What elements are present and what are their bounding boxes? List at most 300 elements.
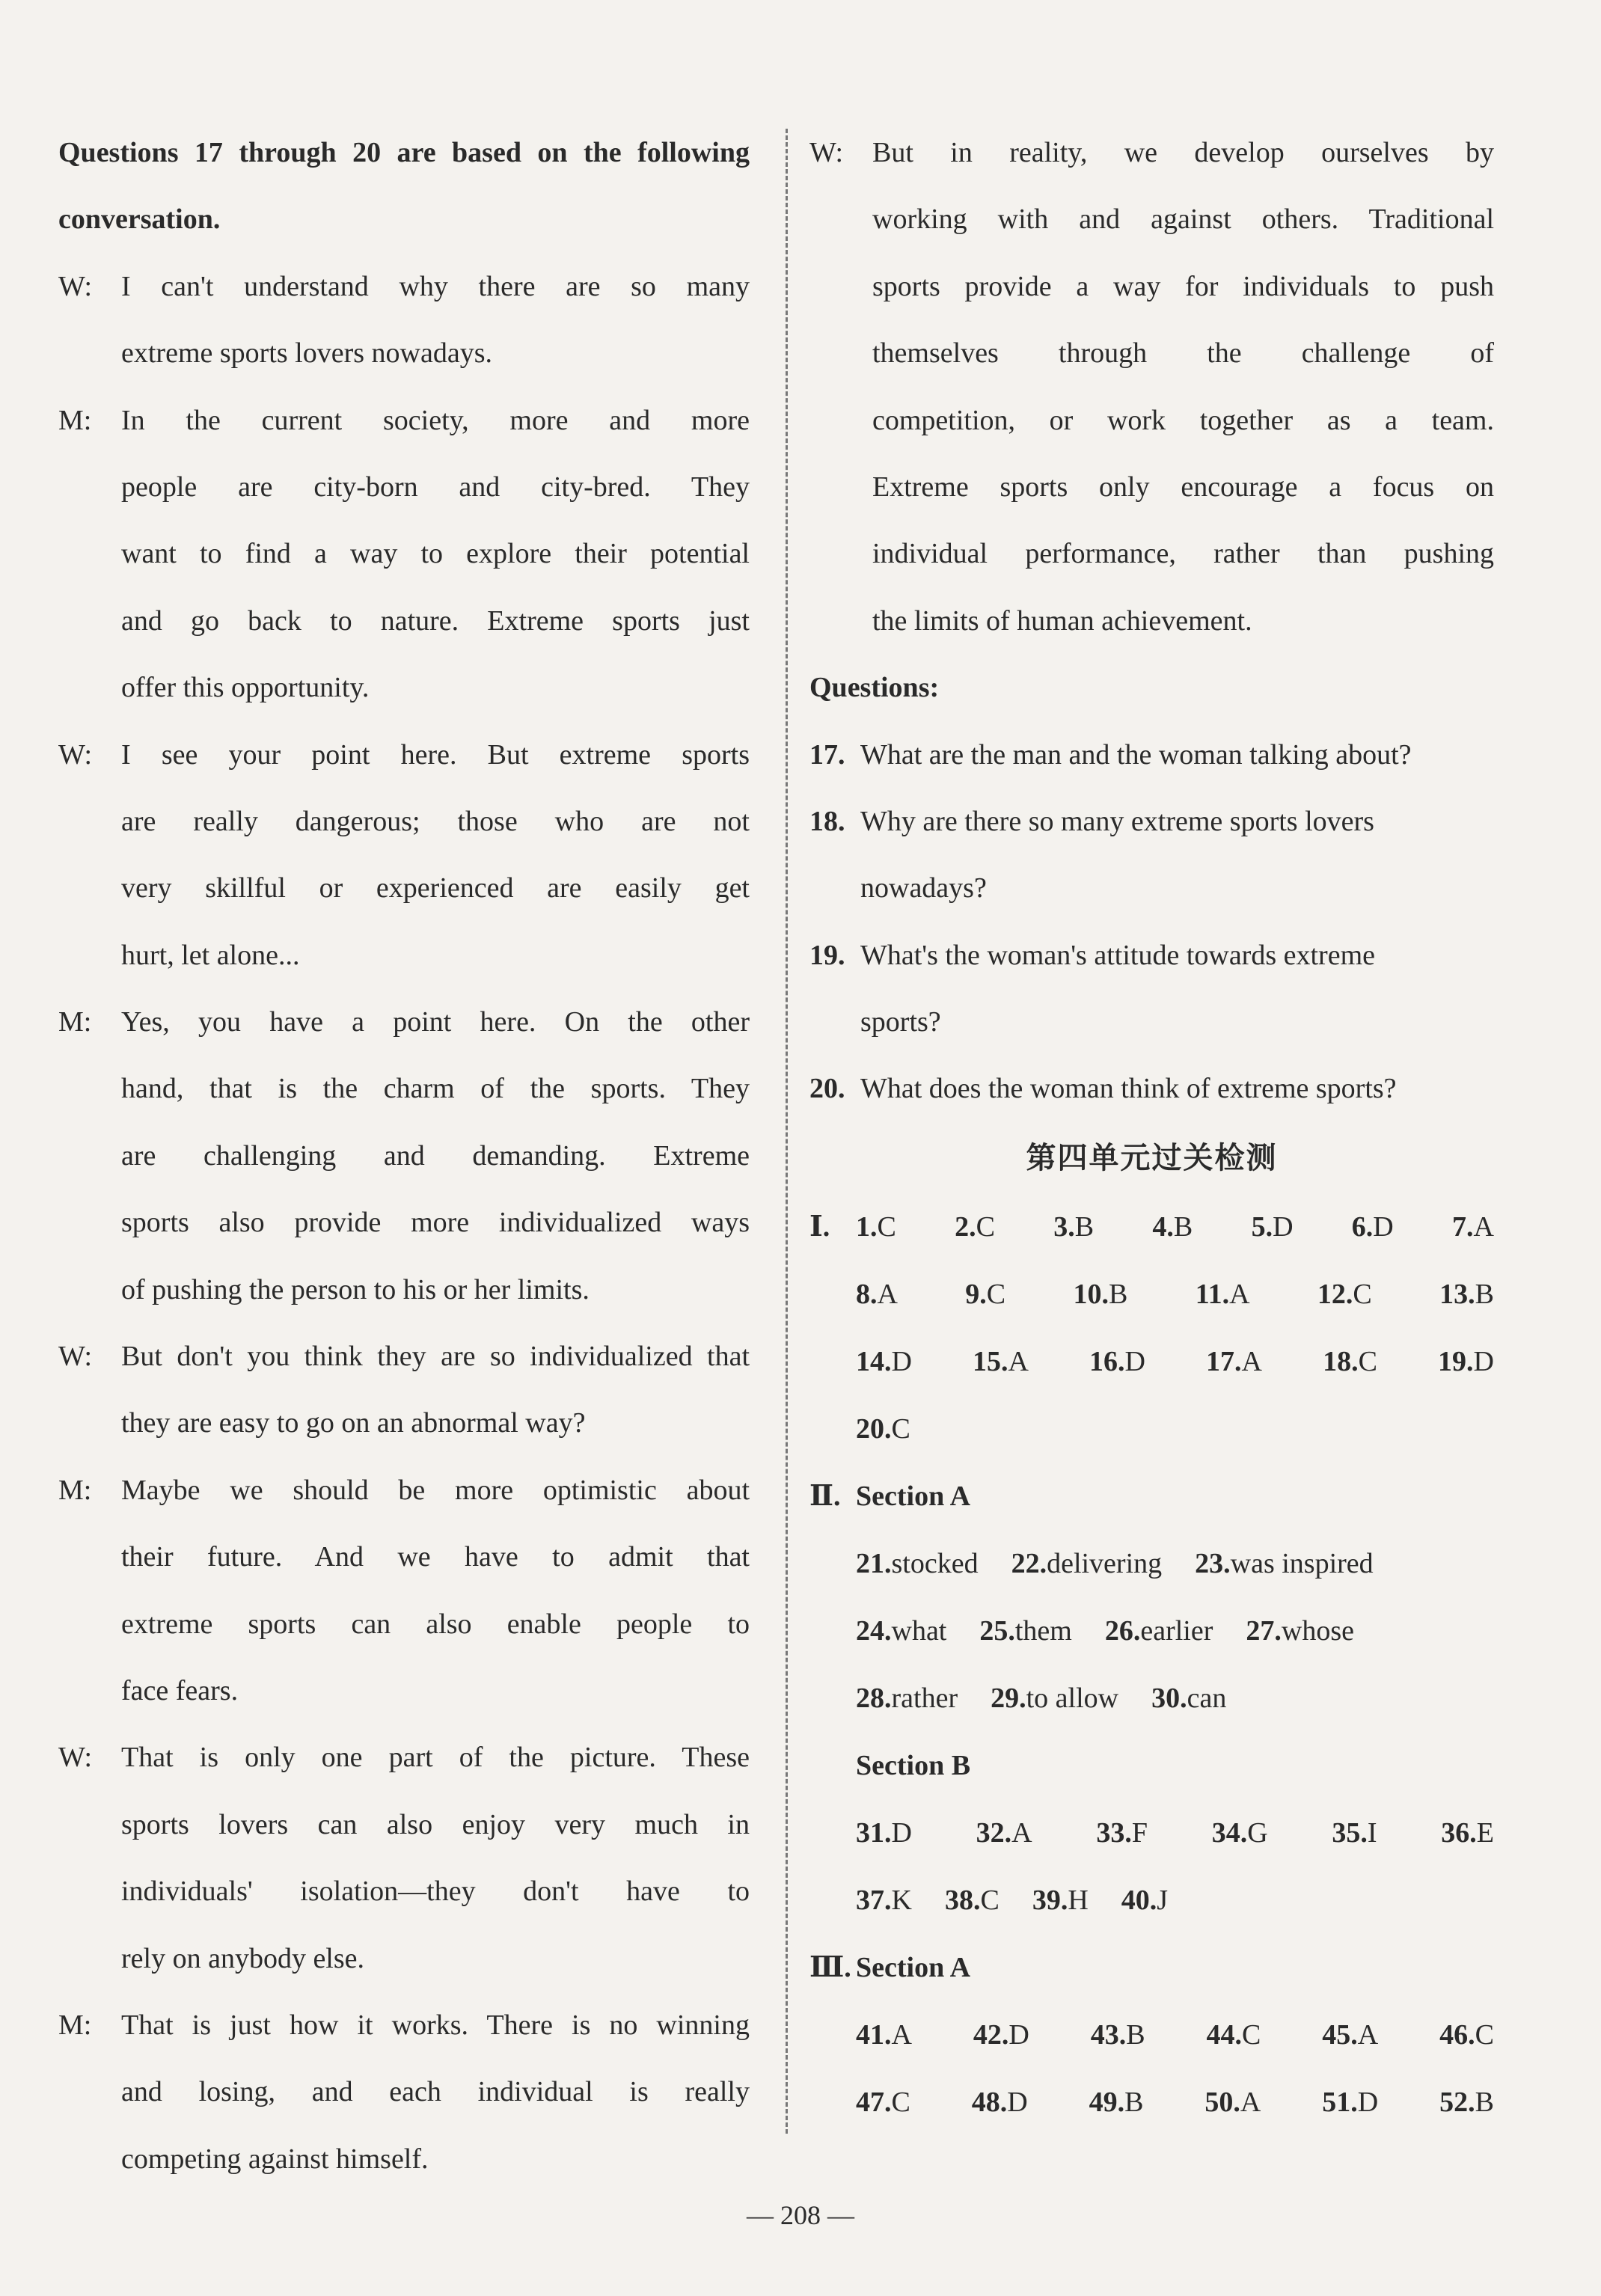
- answer-item: [1452, 1193, 1494, 1261]
- answer-number: 52.: [1439, 2086, 1475, 2118]
- indent-spacer: [58, 1658, 121, 1724]
- answer-number: 27.: [1246, 1614, 1282, 1647]
- answer-row: [809, 1328, 1494, 1395]
- answer-item: [1032, 1867, 1089, 1934]
- answer-value: whose: [1281, 1614, 1354, 1647]
- dialogue-text: Yes, you have a point here. On the other: [121, 1006, 750, 1038]
- right-column: [809, 120, 1494, 2136]
- answer-item: [1089, 2069, 1144, 2136]
- answer-number: 1.: [856, 1210, 878, 1243]
- speaker-label: M:: [58, 404, 92, 436]
- answer-items: [856, 1395, 1494, 1463]
- answer-number: 40.: [1121, 1884, 1157, 1916]
- indent-spacer: [58, 588, 121, 655]
- answer-number: 3.: [1053, 1210, 1075, 1243]
- answer-value: C: [877, 1210, 896, 1243]
- question-line: [809, 1056, 1494, 1122]
- answer-value: D: [1473, 1345, 1494, 1377]
- indent-spacer: [809, 320, 872, 387]
- answer-number: 47.: [856, 2086, 892, 2118]
- question-number: 18.: [809, 805, 845, 837]
- answer-value: C: [1358, 1345, 1377, 1377]
- dialogue-text: extreme sports lovers nowadays.: [121, 337, 492, 370]
- answer-number: 25.: [979, 1614, 1015, 1647]
- answer-item: [1089, 1328, 1145, 1395]
- answer-value: A: [1008, 1345, 1029, 1377]
- dialogue-text: their future. And we have to admit that: [121, 1541, 750, 1573]
- answer-item: [1074, 1261, 1128, 1328]
- dialogue-line: [58, 1926, 750, 1992]
- indent-spacer: [58, 2126, 121, 2193]
- indent-spacer: [58, 1257, 121, 1323]
- dialogue-line: [58, 1123, 750, 1190]
- answer-value: E: [1476, 1816, 1494, 1849]
- answer-value: D: [1007, 2086, 1028, 2118]
- dialogue-text: extreme sports can also enable people to: [121, 1608, 750, 1640]
- dialogue-text: competition, or work together as a team.: [872, 404, 1494, 436]
- indent-spacer: [809, 989, 860, 1056]
- dialogue-line: [58, 1257, 750, 1323]
- answer-row: [809, 1597, 1494, 1665]
- indent-spacer: [809, 1799, 856, 1867]
- dialogue-text: themselves through the challenge of: [872, 337, 1494, 370]
- answer-number: 26.: [1104, 1614, 1141, 1647]
- dialogue-line: [58, 1190, 750, 1256]
- dialogue-turn: [58, 1992, 750, 2193]
- answer-value: A: [1011, 1816, 1032, 1849]
- indent-spacer: [809, 1597, 856, 1665]
- section-heading: Questions 17 through 20 are based on the following: [58, 137, 750, 168]
- answer-item: [1091, 2001, 1145, 2069]
- answer-number: 12.: [1317, 1278, 1353, 1310]
- answer-number: 11.: [1195, 1278, 1230, 1310]
- answer-items: [856, 1867, 1494, 1934]
- answer-item: [856, 1193, 896, 1261]
- answer-number: 50.: [1204, 2086, 1240, 2118]
- answer-number: 34.: [1211, 1816, 1248, 1849]
- section-label-row: [809, 1934, 1494, 2001]
- answer-item: [1323, 1328, 1377, 1395]
- indent-spacer: [809, 186, 872, 253]
- answer-value: D: [1373, 1210, 1394, 1243]
- answer-number: 10.: [1073, 1278, 1109, 1310]
- dialogue-turn: [58, 989, 750, 1323]
- answer-row: [809, 1665, 1494, 1732]
- answer-item: [1105, 1597, 1213, 1665]
- indent-spacer: [809, 388, 872, 454]
- dialogue-text: rely on anybody else.: [121, 1942, 365, 1974]
- answer-item: [856, 1597, 946, 1665]
- dialogue-line: [58, 1724, 750, 1791]
- answer-value: B: [1126, 2018, 1145, 2051]
- answer-value: B: [1475, 2086, 1494, 2118]
- answer-item: [1332, 1799, 1377, 1867]
- indent-spacer: [809, 1530, 856, 1597]
- dialogue-line: [809, 388, 1494, 454]
- answer-value: what: [891, 1614, 947, 1647]
- answer-value: C: [1353, 1278, 1372, 1310]
- dialogue-line: [58, 1591, 750, 1658]
- question-line: [809, 989, 1494, 1056]
- answer-number: 14.: [856, 1345, 892, 1377]
- section-label-row: [809, 1732, 1494, 1799]
- dialogue-line: [58, 1658, 750, 1724]
- dialogue-line: [809, 186, 1494, 253]
- answer-value: J: [1157, 1884, 1169, 1916]
- left-column: [58, 120, 750, 2193]
- speaker-label: W:: [809, 137, 844, 168]
- dialogue-turn: [58, 1323, 750, 1457]
- dialogue-text: sports lovers can also enjoy very much in: [121, 1808, 750, 1840]
- answer-number: 30.: [1151, 1682, 1187, 1714]
- answer-item: [976, 1799, 1032, 1867]
- answer-number: 18.: [1323, 1345, 1359, 1377]
- answer-number: 35.: [1332, 1816, 1368, 1849]
- answer-item: [856, 1530, 979, 1597]
- answer-value: I: [1367, 1816, 1377, 1849]
- speaker-label: W:: [58, 738, 93, 771]
- dialogue-line: [58, 1457, 750, 1524]
- answer-value: H: [1068, 1884, 1089, 1916]
- speaker-label: W:: [58, 1742, 93, 1774]
- answer-item: [856, 2001, 912, 2069]
- indent-spacer: [809, 855, 860, 922]
- answer-value: C: [891, 1412, 910, 1445]
- dialogue-text: individuals' isolation—they don't have to: [121, 1876, 750, 1908]
- indent-spacer: [809, 521, 872, 587]
- indent-spacer: [809, 2069, 856, 2136]
- answer-value: was inspired: [1230, 1547, 1374, 1579]
- answer-item: [856, 2069, 910, 2136]
- dialogue-text: hurt, let alone...: [121, 939, 300, 971]
- answer-value: D: [1008, 2018, 1029, 2051]
- answer-value: A: [1241, 1345, 1262, 1377]
- question-number: 20.: [809, 1073, 845, 1105]
- indent-spacer: [58, 454, 121, 521]
- answer-item: [991, 1665, 1118, 1732]
- dialogue-text: very skillful or experienced are easily get: [121, 872, 750, 904]
- section-numeral: Ⅱ.: [809, 1480, 841, 1512]
- answer-item: [856, 1261, 898, 1328]
- dialogue-line: [58, 855, 750, 922]
- answer-item: [1204, 2069, 1261, 2136]
- answer-value: to allow: [1026, 1682, 1119, 1714]
- answer-row: [809, 2001, 1494, 2069]
- dialogue-line: [809, 454, 1494, 521]
- answer-item: [856, 1799, 912, 1867]
- dialogue-turn: [58, 1724, 750, 1992]
- answer-item: [972, 2069, 1028, 2136]
- answer-number: 31.: [856, 1816, 892, 1849]
- answer-number: 33.: [1096, 1816, 1132, 1849]
- dialogue-text: sports also provide more individualized ways: [121, 1207, 750, 1239]
- dialogue-line: [58, 254, 750, 320]
- indent-spacer: [809, 1395, 856, 1463]
- answer-value: B: [1173, 1210, 1193, 1243]
- answer-number: 17.: [1206, 1345, 1242, 1377]
- question-text: What does the woman think of extreme sports?: [860, 1073, 1397, 1105]
- answer-item: [1206, 1328, 1262, 1395]
- dialogue-line: [58, 1390, 750, 1457]
- answer-item: [1096, 1799, 1148, 1867]
- answer-value: can: [1187, 1682, 1227, 1714]
- answer-value: A: [891, 2018, 912, 2051]
- section-label: Section A: [856, 1951, 971, 1983]
- dialogue-line: [58, 454, 750, 521]
- answer-value: D: [1357, 2086, 1379, 2118]
- answer-items: [856, 1597, 1494, 1665]
- question-text: What's the woman's attitude towards extreme: [860, 939, 1375, 971]
- dialogue-line: [809, 120, 1494, 186]
- answer-item: [973, 2001, 1029, 2069]
- dialogue-text: face fears.: [121, 1674, 239, 1706]
- dialogue-text: individual performance, rather than pushing: [872, 538, 1494, 570]
- questions-label: Questions:: [809, 672, 940, 704]
- dialogue-turn: [58, 722, 750, 990]
- dialogue-line: [58, 1992, 750, 2059]
- dialogue-text: sports provide a way for individuals to push: [872, 270, 1494, 302]
- indent-spacer: [58, 1390, 121, 1457]
- dialogue-line: [58, 2059, 750, 2125]
- dialogue-line: [58, 989, 750, 1056]
- indent-spacer: [58, 922, 121, 989]
- answer-value: stocked: [891, 1547, 979, 1579]
- answer-number: 45.: [1322, 2018, 1358, 2051]
- indent-spacer: [809, 454, 872, 521]
- answer-value: A: [1240, 2086, 1261, 2118]
- answer-value: rather: [891, 1682, 958, 1714]
- dialogue-text: offer this opportunity.: [121, 672, 370, 704]
- answer-value: D: [1124, 1345, 1145, 1377]
- dialogue-line: [809, 320, 1494, 387]
- answer-value: D: [891, 1816, 912, 1849]
- answer-item: [1151, 1665, 1226, 1732]
- answer-item: [1246, 1597, 1354, 1665]
- answer-value: A: [1357, 2018, 1379, 2051]
- answer-row: [809, 1799, 1494, 1867]
- answer-number: 9.: [965, 1278, 987, 1310]
- indent-spacer: [809, 254, 872, 320]
- section-label: Section B: [856, 1749, 971, 1781]
- speaker-label: W:: [58, 270, 93, 302]
- dialogue-text: the limits of human achievement.: [872, 604, 1252, 637]
- dialogue-line: [58, 1056, 750, 1122]
- dialogue-text: and go back to nature. Extreme sports just: [121, 604, 750, 637]
- answer-value: C: [1475, 2018, 1494, 2051]
- indent-spacer: [809, 1732, 856, 1799]
- answer-number: 48.: [971, 2086, 1008, 2118]
- indent-spacer: [58, 2059, 121, 2125]
- question-text: sports?: [860, 1006, 941, 1038]
- answer-value: A: [1473, 1210, 1494, 1243]
- answer-number: 43.: [1090, 2018, 1127, 2051]
- answer-number: 2.: [955, 1210, 976, 1243]
- indent-spacer: [58, 1858, 121, 1925]
- answer-value: B: [1124, 2086, 1144, 2118]
- answer-number: 6.: [1351, 1210, 1374, 1243]
- column-divider: [786, 129, 788, 2134]
- answer-number: 23.: [1195, 1547, 1231, 1579]
- section-numeral: Ⅰ.: [809, 1210, 830, 1243]
- dialogue-line: [58, 521, 750, 587]
- answer-value: D: [1273, 1210, 1294, 1243]
- answer-items: [856, 1530, 1494, 1597]
- answer-number: 19.: [1437, 1345, 1474, 1377]
- answer-item: [1322, 2001, 1378, 2069]
- dialogue-text: But don't you think they are so individualized that: [121, 1341, 750, 1373]
- answer-value: G: [1247, 1816, 1268, 1849]
- answer-value: C: [1241, 2018, 1261, 2051]
- answer-value: C: [980, 1884, 1000, 1916]
- answer-item: [1053, 1193, 1094, 1261]
- answer-items: [856, 1328, 1494, 1395]
- dialogue-line: [58, 388, 750, 454]
- dialogue-turn: [58, 1457, 750, 1725]
- dialogue-text: want to find a way to explore their potential: [121, 538, 750, 570]
- indent-spacer: [58, 1190, 121, 1256]
- section-heading: conversation.: [58, 203, 221, 236]
- answer-item: [1212, 1799, 1268, 1867]
- answer-number: 32.: [976, 1816, 1012, 1849]
- answer-item: [1439, 2069, 1494, 2136]
- dialogue-line: [58, 1858, 750, 1925]
- answer-number: 51.: [1322, 2086, 1358, 2118]
- dialogue-text: Extreme sports only encourage a focus on: [872, 471, 1494, 503]
- indent-spacer: [58, 521, 121, 587]
- answer-item: [1439, 2001, 1494, 2069]
- dialogue-text: That is only one part of the picture. These: [121, 1742, 750, 1774]
- answer-item: [965, 1261, 1005, 1328]
- answer-number: 13.: [1439, 1278, 1475, 1310]
- answer-number: 41.: [856, 2018, 892, 2051]
- answer-item: [973, 1328, 1029, 1395]
- dialogue-turn: [809, 120, 1494, 655]
- question-line: [809, 789, 1494, 855]
- page-number: — 208 —: [747, 2200, 854, 2230]
- answer-item: [955, 1193, 995, 1261]
- answer-number: 42.: [973, 2018, 1009, 2051]
- dialogue-line: [58, 922, 750, 989]
- answer-item: [979, 1597, 1071, 1665]
- question-number: 17.: [809, 738, 845, 771]
- dialogue-text: Maybe we should be more optimistic about: [121, 1474, 750, 1506]
- answer-number: 7.: [1452, 1210, 1474, 1243]
- question-number: 19.: [809, 939, 845, 971]
- dialogue-line: [58, 1524, 750, 1591]
- answer-number: 24.: [856, 1614, 892, 1647]
- dialogue-text: people are city-born and city-bred. They: [121, 471, 750, 503]
- dialogue-line: [58, 655, 750, 721]
- question-line: [809, 922, 1494, 989]
- indent-spacer: [58, 655, 121, 721]
- answer-item: [1441, 1799, 1494, 1867]
- answer-value: earlier: [1140, 1614, 1213, 1647]
- indent-spacer: [58, 1792, 121, 1858]
- dialogue-line: [809, 254, 1494, 320]
- answer-item: [1252, 1193, 1294, 1261]
- dialogue-text: and losing, and each individual is really: [121, 2076, 750, 2108]
- answer-row: [809, 1530, 1494, 1597]
- answer-row: [809, 1395, 1494, 1463]
- section-label-row: [809, 1463, 1494, 1530]
- indent-spacer: [58, 1591, 121, 1658]
- answer-number: 46.: [1439, 2018, 1475, 2051]
- section-label: Section A: [856, 1480, 971, 1512]
- dialogue-line: [58, 2126, 750, 2193]
- answer-item: [1196, 1261, 1250, 1328]
- answer-number: 8.: [856, 1278, 878, 1310]
- question-text: Why are there so many extreme sports lovers: [860, 805, 1374, 837]
- dialogue-line: [809, 588, 1494, 655]
- answer-number: 21.: [856, 1547, 892, 1579]
- answer-row: [809, 1193, 1494, 1261]
- answer-item: [1206, 2001, 1261, 2069]
- answer-item: [1195, 1530, 1374, 1597]
- answer-value: B: [1475, 1278, 1494, 1310]
- dialogue-text: are challenging and demanding. Extreme: [121, 1139, 750, 1172]
- speaker-label: M:: [58, 1474, 92, 1506]
- answer-items: [856, 1261, 1494, 1328]
- answer-number: 49.: [1089, 2086, 1125, 2118]
- answer-value: A: [877, 1278, 898, 1310]
- dialogue-line: [58, 1323, 750, 1390]
- answer-item: [856, 1395, 910, 1463]
- indent-spacer: [58, 1524, 121, 1591]
- dialogue-text: But in reality, we develop ourselves by: [872, 137, 1494, 168]
- section-numeral: Ⅲ.: [809, 1951, 851, 1983]
- answer-number: 29.: [991, 1682, 1026, 1714]
- dialogue-text: of pushing the person to his or her limits.: [121, 1273, 590, 1305]
- answer-number: 37.: [856, 1884, 892, 1916]
- answer-item: [1152, 1193, 1193, 1261]
- answer-items: [856, 2069, 1494, 2136]
- answer-value: them: [1014, 1614, 1072, 1647]
- dialogue-text: In the current society, more and more: [121, 404, 750, 436]
- answer-number: 22.: [1011, 1547, 1047, 1579]
- answer-item: [1438, 1328, 1494, 1395]
- indent-spacer: [809, 588, 872, 655]
- indent-spacer: [58, 1926, 121, 1992]
- answer-number: 15.: [973, 1345, 1008, 1377]
- answer-number: 39.: [1032, 1884, 1068, 1916]
- indent-spacer: [809, 1867, 856, 1934]
- answer-item: [1121, 1867, 1168, 1934]
- unit-title: 第四单元过关检测: [1026, 1140, 1278, 1175]
- question-text: What are the man and the woman talking about?: [860, 738, 1412, 771]
- dialogue-turn: [58, 254, 750, 388]
- answer-item: [856, 1867, 912, 1934]
- answer-value: K: [891, 1884, 912, 1916]
- dialogue-turn: [58, 388, 750, 722]
- answer-item: [1352, 1193, 1394, 1261]
- dialogue-line: [58, 588, 750, 655]
- answer-row: [809, 1261, 1494, 1328]
- answer-row: [809, 2069, 1494, 2136]
- indent-spacer: [809, 2001, 856, 2069]
- answer-value: C: [976, 1210, 995, 1243]
- answer-number: 38.: [944, 1884, 981, 1916]
- speaker-label: M:: [58, 2009, 92, 2041]
- indent-spacer: [809, 1261, 856, 1328]
- dialogue-line: [58, 1792, 750, 1858]
- answer-value: D: [891, 1345, 912, 1377]
- answer-item: [945, 1867, 1000, 1934]
- answer-items: [856, 2001, 1494, 2069]
- answer-items: [856, 1193, 1494, 1261]
- answer-item: [856, 1665, 958, 1732]
- dialogue-text: hand, that is the charm of the sports. They: [121, 1073, 750, 1105]
- answer-number: 16.: [1089, 1345, 1125, 1377]
